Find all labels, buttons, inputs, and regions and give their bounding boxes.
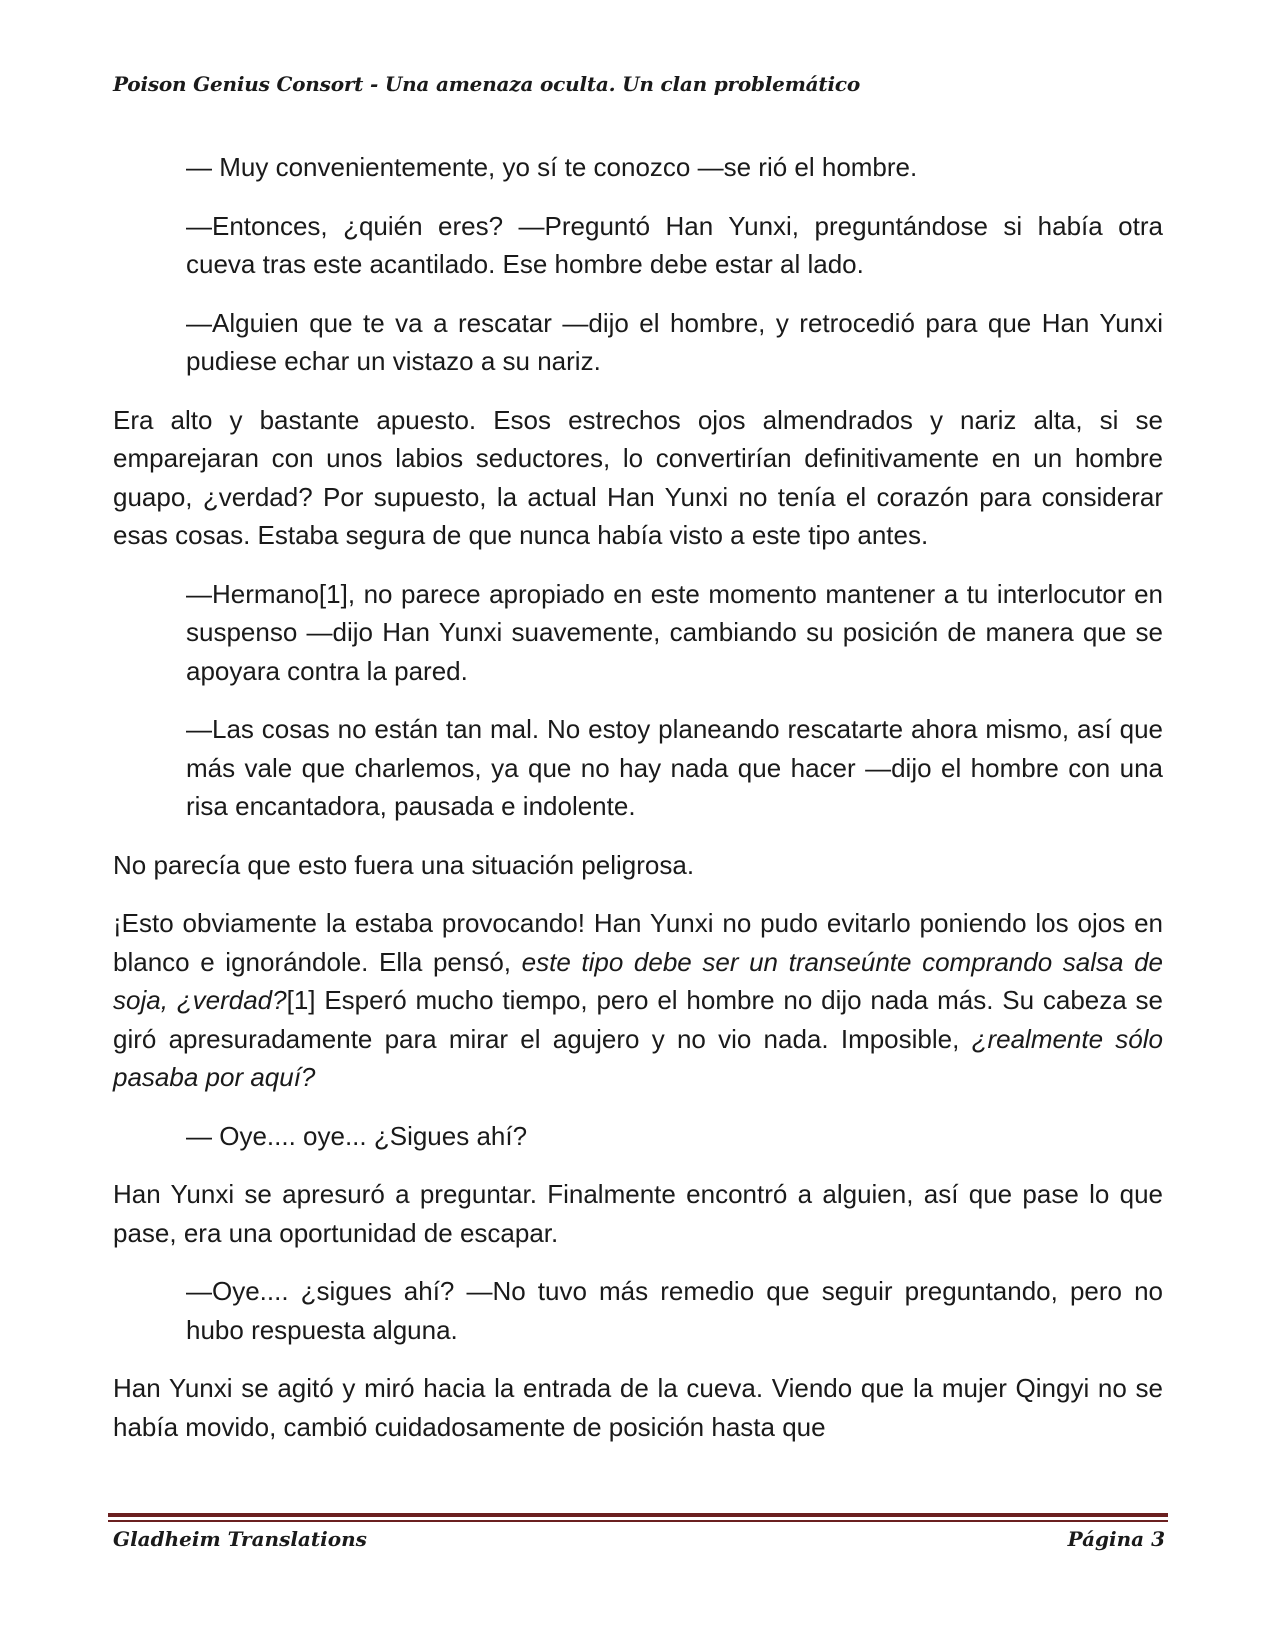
paragraph — [113, 1369, 1163, 1446]
text-segment: — Muy convenientemente, yo sí te conozco —se rió el hombre. — [186, 152, 918, 182]
footer-publisher: Gladheim Translations — [113, 1527, 367, 1551]
text-segment: ¡Esto obviamente la estaba provocando! Han Yunxi no pudo evitarlo poniendo los ojos en blanco e ignorándole. Ella pensó, — [113, 908, 1163, 977]
paragraph — [186, 304, 1163, 381]
text-segment: Han Yunxi se agitó y miró hacia la entrada de la cueva. Viendo que la mujer Qingyi no se había movido, cambió cuidadosamente de posición hasta que — [113, 1373, 1163, 1442]
paragraph — [113, 846, 1163, 885]
text-segment: No parecía que esto fuera una situación peligrosa. — [113, 849, 695, 880]
text-segment: Han Yunxi se apresuró a preguntar. Finalmente encontró a alguien, así que pase lo que pase, era una oportunidad de escapar. — [113, 1179, 1163, 1248]
paragraph — [113, 904, 1163, 1097]
footer-divider — [108, 1513, 1168, 1517]
footer-divider-thin — [108, 1520, 1168, 1522]
italic-text-segment: ¿realmente sólo pasaba por aquí? — [113, 1023, 1163, 1092]
paragraph — [186, 207, 1163, 284]
italic-text-segment: este tipo debe ser un transeúnte comprando salsa de soja, ¿verdad? — [113, 946, 1163, 1015]
paragraph — [186, 148, 1163, 187]
text-segment: — Oye.... oye... ¿Sigues ahí? — [186, 1120, 528, 1151]
paragraph — [113, 1175, 1163, 1252]
text-segment: —Oye.... ¿sigues ahí? —No tuvo más remedio que seguir preguntando, pero no hubo respuesta alguna. — [186, 1276, 1163, 1345]
body-text — [113, 148, 1163, 1446]
page-header: Poison Genius Consort - Una amenaza oculta. Un clan problemático — [113, 72, 860, 96]
text-segment: —Hermano[1], no parece apropiado en este momento mantener a tu interlocutor en suspenso —dijo Han Yunxi suavemente, cambiando su posición de manera que se apoyara contra la pared. — [186, 578, 1163, 686]
text-segment: —Alguien que te va a rescatar —dijo el hombre, y retrocedió para que Han Yunxi pudiese echar un vistazo a su nariz. — [186, 307, 1163, 376]
page-number: Página 3 — [1067, 1527, 1165, 1551]
text-segment: —Las cosas no están tan mal. No estoy planeando rescatarte ahora mismo, así que más vale que charlemos, ya que no hay nada que hacer —dijo el hombre con una risa encantadora, pausada e indolente. — [186, 714, 1163, 821]
text-segment: [1] Esperó mucho tiempo, pero el hombre no dijo nada más. Su cabeza se giró apresuradamente para mirar el agujero y no vio nada. Imposible, — [113, 985, 1164, 1054]
paragraph — [186, 1272, 1163, 1349]
paragraph — [186, 710, 1163, 826]
paragraph — [113, 401, 1163, 555]
text-segment: —Entonces, ¿quién eres? —Preguntó Han Yunxi, preguntándose si había otra cueva tras este acantilado. Ese hombre debe estar al lado. — [186, 210, 1163, 279]
paragraph — [186, 1117, 1163, 1156]
text-segment: Era alto y bastante apuesto. Esos estrechos ojos almendrados y nariz alta, si se emparejaran con unos labios seductores, lo convertirían definitivamente en un hombre guapo, ¿verdad? Por supuesto, la actual Han Yunxi no tenía el corazón para considerar esas cosas. Estaba segura de que nunca había visto a este tipo antes. — [113, 404, 1163, 550]
paragraph — [186, 575, 1163, 691]
